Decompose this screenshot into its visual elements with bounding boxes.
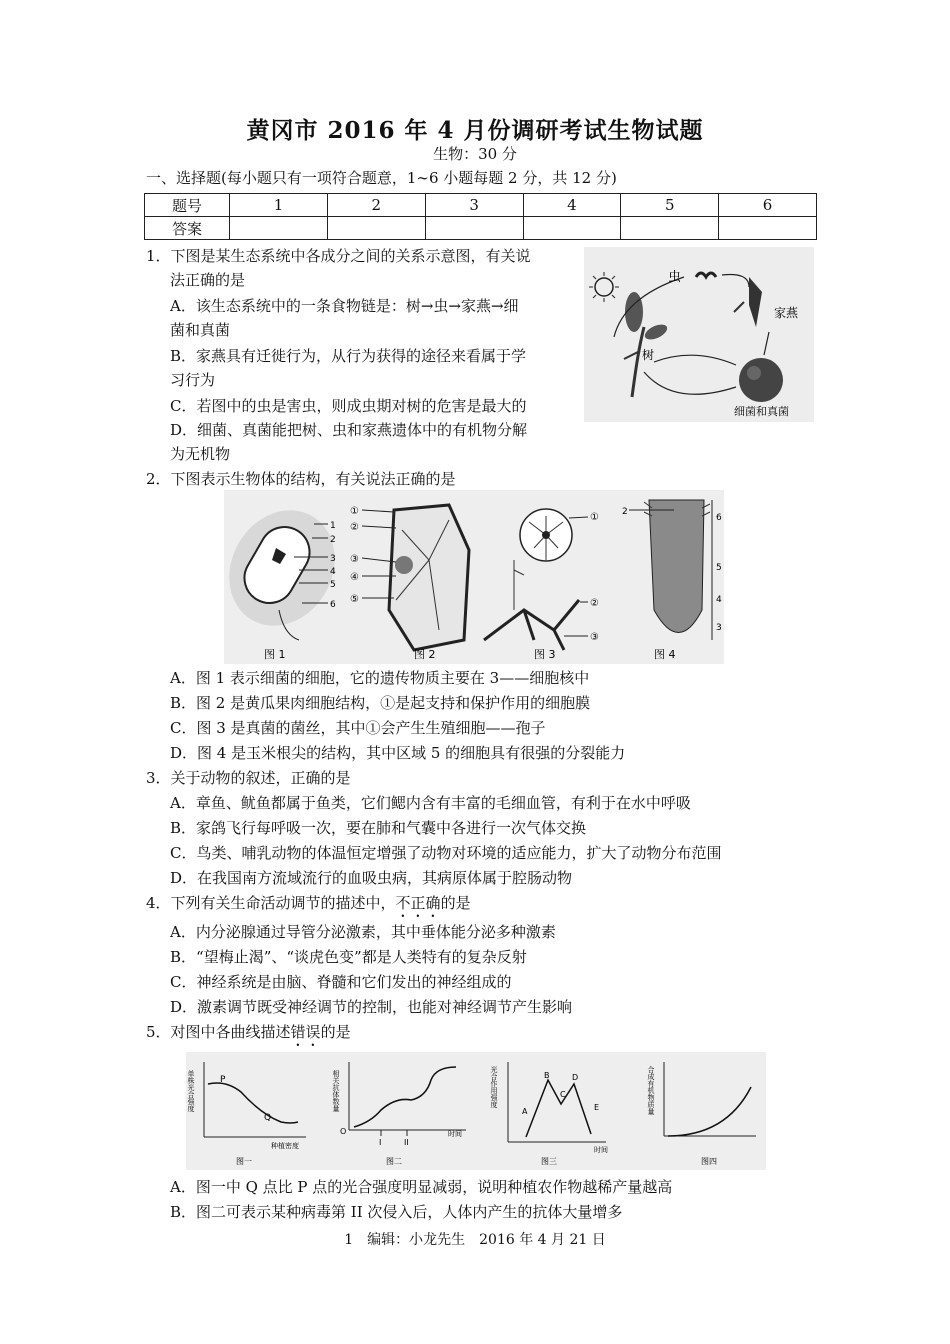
graph-three-xlabel: 时间 <box>594 1146 608 1154</box>
q4-option-d: D．激素调节既受神经调节的控制，也能对神经调节产生影响 <box>170 998 573 1016</box>
q2-option-b: B．图 2 是黄瓜果肉细胞结构，①是起支持和保护作用的细胞膜 <box>170 694 591 712</box>
svg-text:6: 6 <box>716 513 722 523</box>
graph-four-ylabel: 合成有机物质量 <box>647 1066 655 1115</box>
q5-option-a: A．图一中 Q 点比 P 点的光合强度明显减弱，说明种植农作物越稀产量越高 <box>170 1178 673 1196</box>
page-footer: 1 编辑：小龙先生 2016 年 4 月 21 日 <box>344 1232 606 1248</box>
answer-cell[interactable] <box>327 217 425 240</box>
table-cell: 5 <box>621 194 719 217</box>
answer-cell[interactable] <box>523 217 621 240</box>
graph-three-point-b: B <box>544 1071 550 1080</box>
q5-stem <box>146 1020 351 1050</box>
q1-option-a: A．该生态系统中的一条食物链是：树→虫→家燕→细 <box>170 297 519 315</box>
svg-text:5: 5 <box>330 580 336 590</box>
graph-two-ylabel: 相关抗体数量 <box>332 1070 340 1112</box>
table-cell: 答案 <box>145 217 230 240</box>
q3-option-c: C．鸟类、哺乳动物的体温恒定增强了动物对环境的适应能力，扩大了动物分布范围 <box>170 844 722 862</box>
microbe-label: 细菌和真菌 <box>734 405 789 418</box>
table-cell: 1 <box>230 194 328 217</box>
q4-stem-pre: 4．下列有关生命活动调节的描述中， <box>146 894 396 912</box>
fig1-caption: 图 1 <box>264 648 286 661</box>
q5-stem-post: 的是 <box>320 1023 351 1041</box>
graph-three-ylabel: 光合作用强度 <box>490 1066 498 1108</box>
graph-one-q: Q <box>264 1113 272 1123</box>
q4-option-c: C．神经系统是由脑、脊髓和它们发出的神经组成的 <box>170 973 512 991</box>
bird-label: 家燕 <box>774 306 799 320</box>
table-cell: 6 <box>719 194 817 217</box>
tree-label: 树 <box>642 348 655 362</box>
q3-option-b: B．家鸽飞行每呼吸一次，要在肺和气囊中各进行一次气体交换 <box>170 819 587 837</box>
svg-text:2: 2 <box>330 535 336 545</box>
q4-option-b: B．“望梅止渴”、“谈虎色变”都是人类特有的复杂反射 <box>170 948 527 966</box>
q4-stem-post: 的是 <box>440 894 471 912</box>
q1-option-d-cont: 为无机物 <box>170 445 231 463</box>
page-title: 黄冈市 2016 年 4 月份调研考试生物试题 <box>246 117 704 144</box>
q1-option-c: C．若图中的虫是害虫，则成虫期对树的危害是最大的 <box>170 397 527 415</box>
q2-option-a: A．图 1 表示细菌的细胞，它的遗传物质主要在 3——细胞核中 <box>170 669 590 687</box>
q1-stem: 1．下图是某生态系统中各成分之间的关系示意图，有关说 <box>146 247 531 265</box>
svg-text:1: 1 <box>330 521 336 531</box>
answer-cell[interactable] <box>425 217 523 240</box>
svg-text:③: ③ <box>350 554 359 565</box>
svg-text:③: ③ <box>590 632 599 643</box>
q4-stem <box>146 891 471 921</box>
fig4-caption: 图 4 <box>654 648 676 661</box>
q2-option-c: C．图 3 是真菌的菌丝，其中①会产生生殖细胞——孢子 <box>170 719 546 737</box>
q1-option-d: D．细菌、真菌能把树、虫和家燕遗体中的有机物分解 <box>170 421 528 439</box>
graph-one-p: P <box>220 1075 226 1085</box>
q1-option-b: B．家燕具有迁徙行为，从行为获得的途径来看属于学 <box>170 347 527 365</box>
q3-option-d: D．在我国南方流域流行的血吸虫病，其病原体属于腔肠动物 <box>170 869 573 887</box>
table-cell: 4 <box>523 194 621 217</box>
ecosystem-figure <box>584 247 814 422</box>
graph-three-point-d: D <box>572 1073 579 1082</box>
graph-one-ylabel: 单株光合强度 <box>187 1070 195 1112</box>
q1-option-a-cont: 菌和真菌 <box>170 321 231 339</box>
insect-label: 虫 <box>668 270 682 285</box>
svg-text:⑤: ⑤ <box>350 594 359 605</box>
graph-four-caption: 图四 <box>701 1157 717 1166</box>
q3-option-a: A．章鱼、鱿鱼都属于鱼类，它们鳃内含有丰富的毛细血管，有利于在水中呼吸 <box>170 794 691 812</box>
answer-cell[interactable] <box>719 217 817 240</box>
svg-text:5: 5 <box>716 563 722 573</box>
table-cell: 题号 <box>145 194 230 217</box>
svg-text:④: ④ <box>350 572 359 583</box>
q4-option-a: A．内分泌腺通过导管分泌激素，其中垂体能分泌多种激素 <box>170 923 556 941</box>
graph-one-xlabel: 种植密度 <box>271 1142 299 1150</box>
graph-two-origin: O <box>340 1127 347 1136</box>
svg-text:3: 3 <box>716 623 722 633</box>
graph-two-caption: 图二 <box>386 1157 402 1166</box>
svg-text:4: 4 <box>716 595 722 605</box>
curve-figures <box>186 1052 766 1170</box>
graph-three-point-c: C <box>560 1090 566 1099</box>
fig3-caption: 图 3 <box>534 648 556 661</box>
q3-stem: 3．关于动物的叙述，正确的是 <box>146 769 351 787</box>
graph-three-point-e: E <box>594 1103 600 1112</box>
page-subtitle: 生物：30 分 <box>433 145 517 163</box>
graph-two-marker-1: I <box>379 1138 382 1147</box>
answer-table-header-row <box>145 194 817 217</box>
svg-text:3: 3 <box>330 554 336 564</box>
answer-table <box>144 193 817 240</box>
answer-cell[interactable] <box>230 217 328 240</box>
graph-one-caption: 图一 <box>236 1157 252 1166</box>
q5-option-b: B．图二可表示某种病毒第 II 次侵入后，人体内产生的抗体大量增多 <box>170 1203 623 1221</box>
svg-text:②: ② <box>350 522 359 533</box>
svg-text:②: ② <box>590 598 599 609</box>
q2-stem: 2．下图表示生物体的结构，有关说法正确的是 <box>146 470 456 488</box>
q5-stem-pre: 5．对图中各曲线描述 <box>146 1023 291 1041</box>
answer-cell[interactable] <box>621 217 719 240</box>
table-cell: 2 <box>327 194 425 217</box>
graph-two-marker-2: II <box>404 1138 409 1147</box>
microbe-sphere-icon <box>739 358 783 402</box>
svg-text:6: 6 <box>330 600 336 610</box>
svg-text:①: ① <box>590 512 599 523</box>
q4-stem-emphasis: 不正确 <box>395 894 441 912</box>
answer-table-answer-row <box>145 217 817 240</box>
svg-text:2: 2 <box>622 507 628 517</box>
q1-stem-cont: 法正确的是 <box>170 271 246 289</box>
q2-option-d: D．图 4 是玉米根尖的结构，其中区域 5 的细胞具有很强的分裂能力 <box>170 744 626 762</box>
structure-figures <box>224 490 724 664</box>
graph-three-caption: 图三 <box>541 1157 557 1166</box>
section-heading: 一、选择题(每小题只有一项符合题意，1∼6 小题每题 2 分，共 12 分) <box>146 169 617 187</box>
table-cell: 3 <box>425 194 523 217</box>
graph-two-xlabel: 时间 <box>448 1130 462 1138</box>
q1-option-b-cont: 习行为 <box>170 371 216 389</box>
svg-text:4: 4 <box>330 567 336 577</box>
graph-three-point-a: A <box>522 1107 528 1116</box>
svg-text:①: ① <box>350 506 359 517</box>
fig2-caption: 图 2 <box>414 648 436 661</box>
q5-stem-emphasis: 错误 <box>290 1023 321 1041</box>
